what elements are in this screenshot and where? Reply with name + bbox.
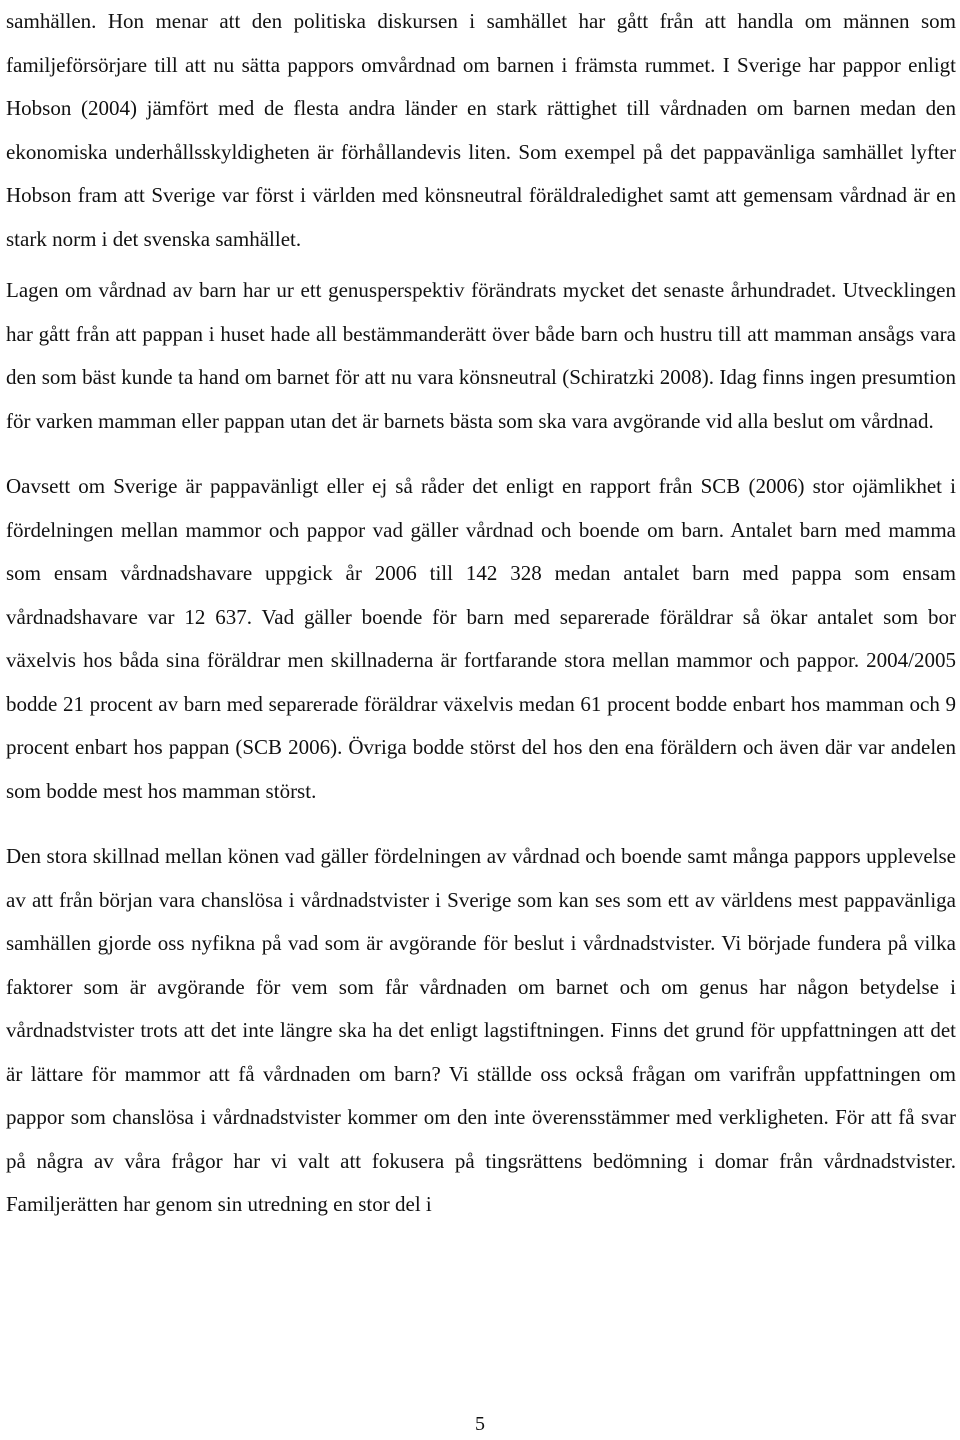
paragraph-4: Den stora skillnad mellan könen vad gäller fördelningen av vårdnad och boende samt många pappors upplevelse av att från början vara chanslösa i vårdnadstvister i Sverige som kan ses som ett av världens mest pappavänliga samhällen gjorde oss nyfikna på vad som är avgörande för beslut i vårdnadstvister. Vi började fundera på vilka faktorer som är avgörande för vem som får vårdnaden om barnet och om genus har någon betydelse i vårdnadstvister trots att det inte längre ska ha det enligt lagstiftningen. Finns det grund för uppfattningen att det är lättare för mammor att få vårdnaden om barn? Vi ställde oss också frågan om varifrån uppfattningen om pappor som chanslösa i vårdnadstvister kommer om den inte överensstämmer med verkligheten. För att få svar på några av våra frågor har vi valt att fokusera på tingsrättens bedömning i domar från vårdnadstvister. Familjerätten har genom sin utredning en stor del i <box>6 844 956 1216</box>
paragraph-1: samhällen. Hon menar att den politiska diskursen i samhället har gått från att handla om männen som familjeförsörjare till att nu sätta pappors omvårdnad om barnen i främsta rummet. I Sverige har pappor enligt Hobson (2004) jämfört med de flesta andra länder en stark rättighet till vårdnaden om barnen medan den ekonomiska underhållsskyldigheten är förhållandevis liten. Som exempel på det pappavänliga samhället lyfter Hobson fram att Sverige var först i världen med könsneutral föräldraledighet samt att gemensam vårdnad är en stark norm i det svenska samhället. <box>6 9 956 251</box>
paragraph-spacer <box>6 443 956 465</box>
paragraph-2: Lagen om vårdnad av barn har ur ett genusperspektiv förändrats mycket det senaste århundradet. Utvecklingen har gått från att pappan i huset hade all bestämmanderätt över både barn och hustru till att mamman ansågs vara den som bäst kunde ta hand om barnet för att nu vara könsneutral (Schiratzki 2008). Idag finns ingen presumtion för varken mamman eller pappan utan det är barnets bästa som ska vara avgörande vid alla beslut om vårdnad. <box>6 278 956 433</box>
paragraph-spacer <box>6 261 956 269</box>
paragraph-3: Oavsett om Sverige är pappavänligt eller ej så råder det enligt en rapport från SCB (2006) stor ojämlikhet i fördelningen mellan mammor och pappor vad gäller vårdnad och boende om barn. Antalet barn med mamma som ensam vårdnadshavare uppgick år 2006 till 142 328 medan antalet barn med pappa som ensam vårdnadshavare var 12 637. Vad gäller boende för barn med separerade föräldrar så ökar antalet som bor växelvis hos båda sina föräldrar men skillnaderna är fortfarande stora mellan mammor och pappor. 2004/2005 bodde 21 procent av barn med separerade föräldrar växelvis medan 61 procent bodde enbart hos mamman och 9 procent enbart hos pappan (SCB 2006). Övriga bodde störst del hos den ena föräldern och även där var andelen som bodde mest hos mamman störst. <box>6 474 956 803</box>
page-number: 5 <box>475 1413 485 1435</box>
document-page <box>6 0 956 1227</box>
paragraph-spacer <box>6 813 956 835</box>
